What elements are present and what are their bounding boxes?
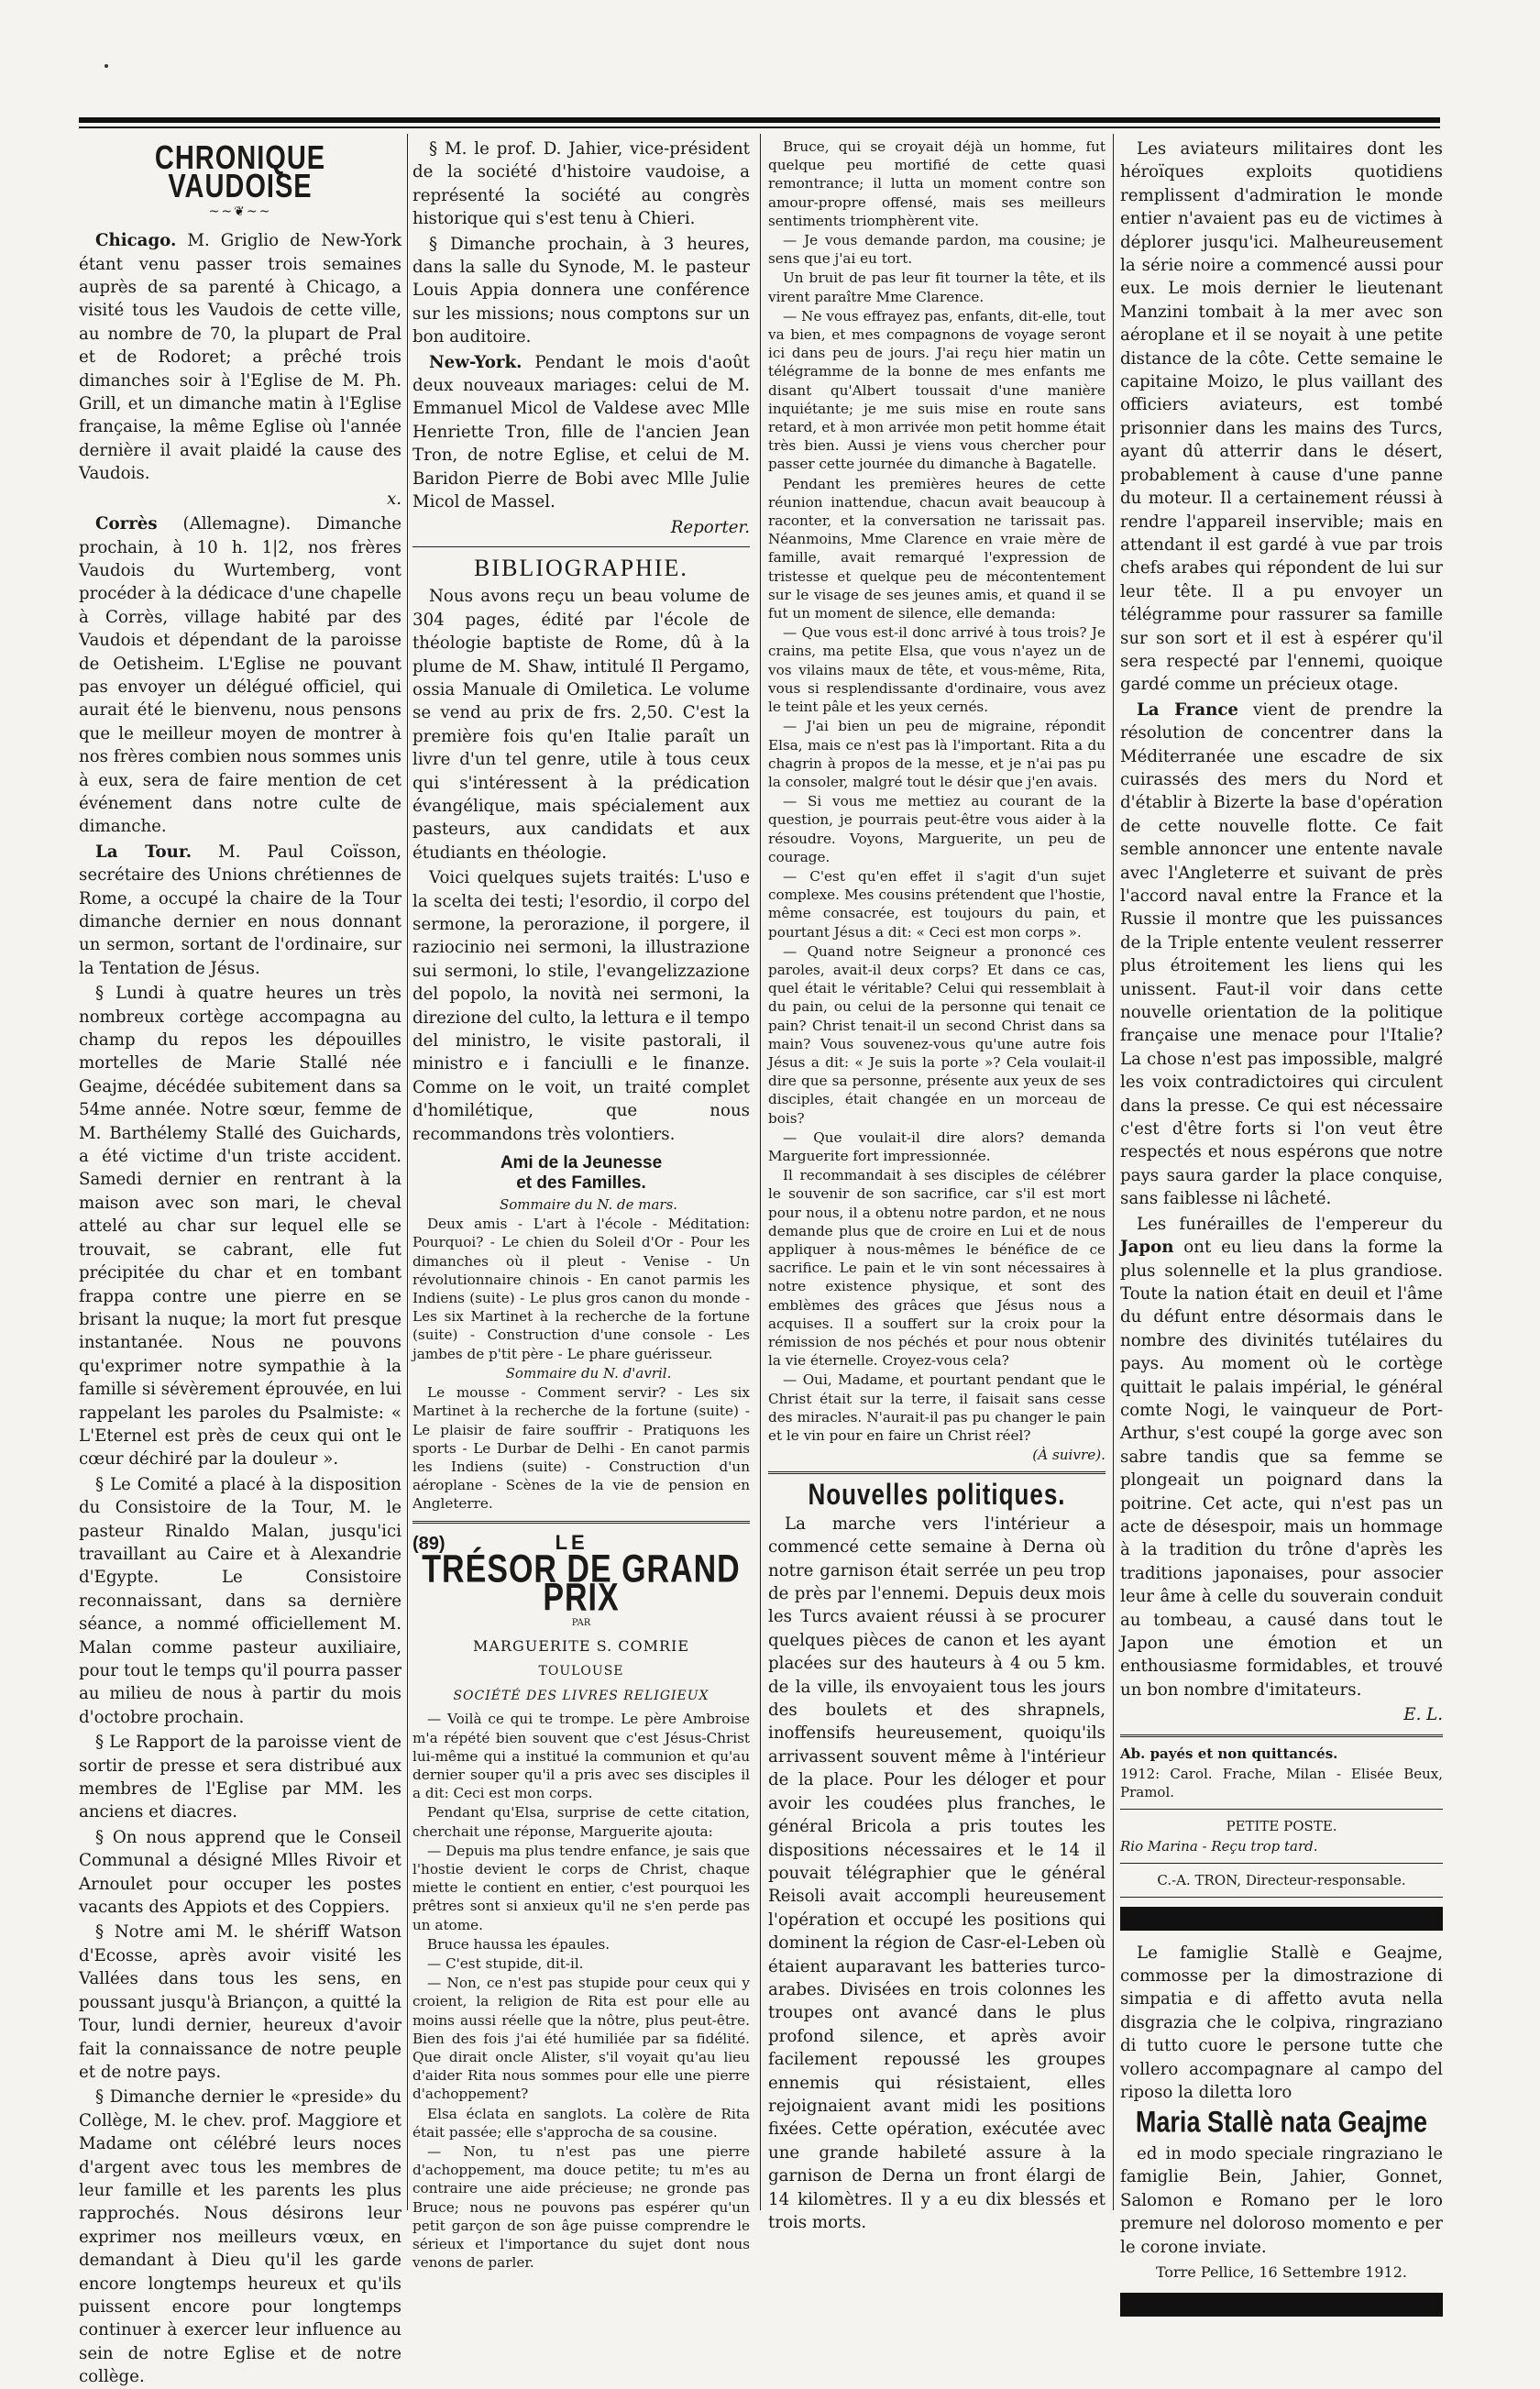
section-divider [412,546,750,547]
chicago-signature: x. [386,489,402,509]
story-para: — Si vous me mettiez au courant de la question, je pourrais peut-être vous aider à la résoudre. Voyons, Marguerite, un peu de courage. [768,793,1106,865]
column-1 [79,138,402,2387]
title-flourish: ~~❦~~ [208,204,272,219]
story-para: Elsa éclata en sanglots. La colère de Rita était passée; elle s'approcha de sa cousine. [412,2105,750,2141]
mourning-bar-bottom [1120,2293,1443,2317]
appia-text: Dimanche prochain, à 3 heures, dans la salle du Synode, M. le pasteur Louis Appia donnera une conférence sur les missions; nous comptons sur un bon auditoire. [412,234,750,347]
story-para: Il recommandait à ses disciples de célébrer le souvenir de son sacrifice, car s'il est mort pour nous, il a obtenu notre pardon, et ne nous demande plus que de croire en Lui et de nous appliquer à nous-mêmes le bénéfice de ce sacrifice. Le pain et le vin sont nécessaires à notre existence physique, et sont des emblèmes des grâces que Jésus nous a acquises. Il a souffert sur la croix pour la rémission de nos péchés et pour nous obtenir la vie éternelle. Croyez-vous cela? [768,1167,1106,1370]
section-divider [1120,1863,1443,1864]
story-para: — Je vous demande pardon, ma cousine; je sens que j'ai eu tort. [768,232,1106,268]
comite-paragraph: § Le Comité a placé à la disposition du Consistoire de la Tour, M. le pasteur Rinaldo Malan, jusqu'ici travaillant au Caire et à Alexandrie d'Egypte. Le Consistoire reconnaissant, dans sa dernière séance, a nommé officiellement M. Malan comme pasteur auxiliaire, pour tout le temps qu'il pourra passer au milieu de nous à partir du mois d'octobre prochain. [79,1474,402,1727]
preside-paragraph: § Dimanche dernier le «preside» du Collège, M. le chev. prof. Maggiore et Madame ont célébré leurs noces d'argent avec tous les membres de leur famille et les parents les plus rapprochés. Nous désirons leur exprimer nos meilleurs vœux, en demandant à Dieu qu'il les garde encore longtemps heureux et qu'ils puissent encore pour longtemps continuer à exercer leur influence au sein de notre Eglise et de notre collège. [79,2087,402,2387]
top-rule-thin [79,127,1440,128]
jahier-paragraph: § M. le prof. D. Jahier, vice-président de la société d'histoire vaudoise, a représenté la société au congrès historique qui s'est tenu à Chieri. [412,139,750,229]
japon-text: ont eu lieu dans la forme la plus solennelle et la plus grandiose. Toute la nation était en deuil et l'âme du défunt entre désormais dans le nombre des divinités tutélaires du pays. Au moment où le cortège quittait le palais impérial, le général comte Nogi, le vainqueur de Port-Arthur, s'est coupé la gorge avec son sabre tandis que sa femme se plongeait un poignard dans la poitrine. Cet acte, qui n'est pas un acte de désespoir, mais un hommage à la tradition du trône d'après les traditions japonaises, pour associer leur âme à celle du souverain conduit au tombeau, a causé dans tout le Japon une émotion et un enthousiasme formidables, et trouvé un bon nombre d'imitateurs. [1120,1238,1443,1700]
jahier-text: M. le prof. D. Jahier, vice-président de la société d'histoire vaudoise, a représenté la société au congrès historique qui s'est tenu à Chieri. [412,139,750,229]
nouvelles-title: Nouvelles politiques. [808,1477,1066,1512]
lundi-paragraph: § Lundi à quatre heures un très nombreux cortège accompagna au champ du repos les dépouilles mortelles de Marie Stallé née Geajme, décédée subitement dans sa 54me année. Notre sœur, femme de M. Barthélemy Stallé des Guichards, a été victime d'un triste accident. Samedi dernier en rentrant à la maison avec son mari, le cheval attelé au char sur lequel elle se trouvait, se cabrant, elle fut précipitée du char et en tombant frappa contre une pierre en se brisant la nuque; la mort fut presque instantanée. Nous ne pouvons qu'exprimer notre sympathie à la famille si sévèrement éprouvée, en lui rappelant les paroles du Psalmiste: « L'Eternel est près de ceux qui ont le cœur déchiré par la douleur ». [79,984,402,1470]
story-para: — Que vous est-il donc arrivé à tous trois? Je crains, ma petite Elsa, que vous n'ayez un de vos vilains maux de tête, et vous-même, Rita, vous si resplendissante d'ordinaire, vous avez le teint pâle et les yeux cernés. [768,624,1106,716]
ami-sub-avril: Sommaire du N. d'avril. [505,1364,672,1382]
story-para: — Voilà ce qui te trompe. Le père Ambroise m'a répété bien souvent que c'est Jésus-Christ lui-même qui a institué la communion et qu'au dernier souper qu'il a pris avec ses disciples il a dit: Ceci est mon corps. [412,1711,750,1802]
column-2 [412,138,750,2272]
story-para: Bruce haussa les épaules. [427,1935,610,1953]
story-para: — Oui, Madame, et pourtant pendant que le Christ était sur la terre, il faisait sans cesse des miracles. N'aurait-il pas pu changer le pain et le vin pour en faire un Christ réel? [768,1371,1106,1445]
petite-poste-text: Rio Marina - Reçu trop tard. [1120,1837,1318,1855]
nouvelles-signature: E. L. [1403,1705,1443,1725]
ami-avril: Le mousse - Comment servir? - Les six Martinet à la recherche de la fortune (suite) - Le plaisir de faire souffrir - Pratiquons les sports - Le Durbar de Delhi - En canot parmis les Indiens (suite) - Construction d'un aéroplane - Scènes de la vie de pension en Angleterre. [412,1384,750,1513]
column-rule [760,134,761,2210]
tour-text: M. Paul Coïsson, secrétaire des Unions chrétiennes de Rome, a occupé la chaire de la Tour dimanche dernier en nous donnant un sermon, sortant de l'ordinaire, sur la Tentation de Jésus. [79,842,402,978]
story-para: Pendant qu'Elsa, surprise de cette citation, cherchait une réponse, Marguerite ajouta: [412,1804,750,1840]
story-para: Bruce, qui se croyait déjà un homme, fut quelque peu mortifié de cette quasi remontrance; il lutta un moment contre son amour-propre offensé, mais ses meilleurs sentiments triomphèrent vite. [768,138,1106,229]
ami-sub-mars: Sommaire du N. de mars. [499,1196,678,1214]
feuilleton-par: PAR [571,1617,591,1628]
feuilleton-place: TOULOUSE [538,1663,624,1679]
feuilleton-text-1 [412,1710,750,2272]
ami-mars: Deux amis - L'art à l'école - Méditation: Pourquoi? - Le chien du Soleil d'Or - Pour les dimanches où il pleut - Venise - Un révolutionnaire chinois - En canot parmis les Indiens (suite) - Le plus gros canon du monde - Les six Martinet à la recherche de la fortune (suite) - Construction d'une console - Les jambes de p'tit père - Le phare guérisseur. [412,1216,750,1362]
abonnes-title: Ab. payés et non quittancés. [1120,1745,1338,1762]
tour-paragraph [79,841,402,980]
japon-paragraph [1120,1213,1443,1702]
ami-title-line-2: et des Familles. [516,1173,646,1194]
avis-paragraph-1: Le famiglie Stallè e Geajme, commosse per la dimostrazione di simpatia e di affetto avuta nella disgrazia che le colpiva, ringraziano di tutto cuore le persone tutte che vollero accompagnare al campo del riposo la diletta loro [1120,1943,1443,2103]
story-para: — J'ai bien un peu de migraine, répondit Elsa, mais ce n'est pas là l'important. Rita a du chagrin à propos de la messe, et je n'ai pas pu la consoler, malgré tout le désir que j'en avais. [768,718,1106,790]
appia-paragraph: § Dimanche prochain, à 3 heures, dans la salle du Synode, M. le pasteur Louis Appia donnera une conférence sur les missions; nous comptons sur un bon auditoire. [412,234,750,347]
petite-poste-title: PETITE POSTE. [1226,1817,1337,1834]
japon-lead: Japon [1120,1238,1174,1258]
director-line: C.-A. TRON, Directeur-responsable. [1157,1871,1406,1888]
rapport-text: Le Rapport de la paroisse vient de sortir de presse et sera distribué aux membres de l'Eglise par MM. les anciens et diacres. [79,1733,402,1822]
story-para: Pendant les premières heures de cette réunion inattendue, chacun avait beaucoup à raconter, et la conversation ne tarissait pas. Néanmoins, Mme Clarence en vraie mère de famille, avait remarqué l'expression de tristesse et quelque peu de mécontentement sur le visage de ses jeunes amis, et quand il se fut un moment de silence, elle demanda: [768,475,1106,622]
newyork-signature: Reporter. [670,517,750,537]
ami-title-line-1: Ami de la Jeunesse [500,1153,663,1173]
conseil-text: On nous apprend que le Conseil Communal a désigné Mlles Rivoir et Arnoulet pour occuper les postes vacants des Appiots et des Coppiers. [79,1827,402,1918]
ami-title [412,1153,750,1194]
nouvelles-paragraph-1: La marche vers l'intérieur a commencé cette semaine à Derna où notre garnison était serrée un peu trop de près par l'ennemi. Depuis deux mois les Turcs avaient réussi à se procurer quelques pièces de canon et les ayant placées sur des hauteurs à 4 ou 5 km. de la ville, ils envoyaient tous les jours des boulets et des shrapnels, inoffensifs heureusement, quoiqu'ils arrivassent souvent même à l'intérieur de la place. Pour les déloger et pour avoir les coudées plus franches, le général Bricola a pris toutes les dispositions nécessaires et le 14 il pouvait télégraphier que le général Reisoli avait accompli heureusement l'opération et occupé les positions qui dominent la région de Casr-el-Leben où étaient auparavant les batteries turco-arabes. Divisées en trois colonnes les troupes ont avancé dans le plus profond silence, et après avoir facilement repoussé les groupes ennemis qui résistaient, elles rejoignaient avant midi les positions fixées. Cette opération, exécutée avec une grande habileté assure à la garnison de Derna un front élargi de 14 kilomètres. Il y a eu dix blessés et trois morts. [768,1514,1106,2233]
column-3 [768,138,1106,2233]
biblio-title: BIBLIOGRAPHIE. [474,554,688,581]
section-divider [1120,1897,1443,1898]
chicago-lead: Chicago. [95,231,177,251]
feuilleton-le: LE [555,1530,588,1554]
feuilleton-society: SOCIÉTÉ DES LIVRES RELIGIEUX [453,1688,710,1703]
feuilleton-text-2 [768,138,1106,1464]
newyork-lead: New-York. [429,352,522,372]
column-rule [1113,134,1114,2210]
feuilleton-author: MARGUERITE S. COMRIE [472,1637,690,1656]
story-para: — Non, ce n'est pas stupide pour ceux qui y croient, la religion de Rita est pour elle au moins aussi réelle que la nôtre, plus peut-être. Bien des fois j'ai été humiliée par sa fidélité. Que dirait oncle Alister, s'il voyait qu'au lieu d'aider Rita nous sommes pour elle une pierre d'achoppement? [412,1975,750,2103]
a-suivre: (À suivre). [1032,1447,1106,1464]
conseil-paragraph: § On nous apprend que le Conseil Communal a désigné Mlles Rivoir et Arnoulet pour occuper les postes vacants des Appiots et des Coppiers. [79,1827,402,1918]
ami-sommaires [412,1195,750,1513]
story-para: — C'est qu'en effet il s'agit d'un sujet complexe. Mes cousins prétendent que l'hostie, même consacrée, est toujours du pain, et pourtant Jésus a dit: « Ceci est mon corps ». [768,867,1106,941]
tour-lead: La Tour. [95,842,192,862]
section-divider [1120,1734,1443,1737]
biblio-paragraph-1: Nous avons reçu un beau volume de 304 pages, édité par l'école de théologie baptiste de Rome, dû à la plume de M. Shaw, intitulé Il Pergamo, ossia Manuale di Omiletica. Le volume se vend au prix de frs. 2,50. C'est la première fois qu'en Italie paraît un livre d'un tel genre, utile à tous ceux qui s'intéressent à la prédication évangélique, mais spécialement aux pasteurs, aux candidats et aux étudiants en théologie. [412,587,750,863]
story-para: — Ne vous effrayez pas, enfants, dit-elle, tout va bien, et mes compagnons de voyage seront ici dans peu de jours. J'ai reçu hier matin un télégramme de la bonne de mes enfants me disant qu'Albert toussait d'une manière inquiétante; je me suis mise en route sans retard, et à mon arrivée mon petit homme était très bien. Aussi je viens vous chercher pour passer cette journée du dimanche à Bagatelle. [768,307,1106,473]
newyork-paragraph [412,351,750,514]
story-para: Un bruit de pas leur fit tourner la tête, et ils virent paraître Mme Clarence. [768,270,1106,305]
corres-text: (Allemagne). Dimanche prochain, à 10 h. 1|2, nos frères Vaudois du Wurtemberg, vont procéder à la dédicace d'une chapelle à Corrès, village habité par des Vaudois et dépendant de la paroisse de Oetisheim. L'Eglise ne pouvant pas envoyer un délégué officiel, qui aurait été le bienvenu, nous pensons que le meilleur moyen de montrer à nos frères combien nous sommes unis à eux, sera de faire mention de cet événement dans notre culte de dimanche. [79,514,402,837]
section-divider [768,1471,1106,1474]
column-4 [1120,138,1444,2281]
nouvelles-paragraph-2: Les aviateurs militaires dont les héroïques exploits quotidiens remplissent d'admiration le monde entier n'avaient pas eu de victimes à déplorer jusqu'ici. Malheureusement la série noire a commencé aussi pour eux. Le mois dernier le lieutenant Manzini tombait à la mer avec son aéroplane et il se noyait à une petite distance de la côte. Cette semaine le capitaine Moizo, le plus vaillant des officiers aviateurs, est tombé prisonnier dans les mains des Turcs, ayant dû atterrir dans le désert, probablement à cause d'une panne du moteur. Il a certainement réussi à rendre l'appareil inservible; mais en attendant il est gardé à vue par trois chefs arabes qui répondent de lui sur leur tête. Il a pu envoyer un télégramme pour rassurer sa famille sur son sort et il est à espérer qu'il sera respecté par l'ennemi, quoique gardé comme un précieux otage. [1120,139,1443,695]
story-para: — Non, tu n'est pas une pierre d'achoppement, ma douce petite; tu m'es au contraire une aide précieuse; ne gronde pas Bruce; nous ne pouvons pas espérer qu'un petit garçon de son âge puisse comprendre le sérieux et l'importance du sujet dont nous venons de parler. [412,2143,750,2272]
corres-lead: Corrès [95,514,158,534]
watson-paragraph: § Notre ami M. le shériff Watson d'Ecosse, après avoir visité les Vallées dans tous les sens, en poussant jusqu'à Briançon, a quitté la Tour, lundi dernier, heureux d'avoir fait la connaissance de notre peuple et de notre pays. [79,1922,402,2082]
feuilleton-number: (89) [412,1533,446,1554]
corres-paragraph [79,512,402,839]
france-text: vient de prendre la résolution de concentrer dans la Méditerranée une escadre de six cuirassés des mers du Nord et d'établir à Bizerte la base d'opération de cette nouvelle flotte. Ce fait semble annoncer une entente navale avec l'Angleterre et suivant de près l'accord naval entre la France et la Russie il montre que les puissances de la Triple entente veulent resserrer plus étroitement les liens qui les unissent. Faut-il voir dans cette nouvelle orientation de la politique française une menace pour l'Italie? La chose n'est pas impossible, malgré les voix contradictoires qui circulent dans la presse. Ce qui est nécessaire c'est d'être forts si l'on veut être respectés et nous espérons que notre pays saura garder la place conquise, sans faiblesse ni lâcheté. [1120,699,1444,1209]
avis-place-date: Torre Pellice, 16 Settembre 1912. [1155,2262,1407,2281]
story-para: — Depuis ma plus tendre enfance, je sais que l'hostie devient le corps de Christ, chaque miette le contient en entier, c'est pourquoi les prêtres sont si anxieux qu'il ne s'en perde pas un atome. [412,1842,750,1933]
chronique-title: CHRONIQUE VAUDOISE [154,139,326,206]
preside-text: Dimanche dernier le «preside» du Collège, M. le chev. prof. Maggiore et Madame ont célébré leurs noces d'argent avec tous les membres de leur famille et les parents les plus rapprochés. Nous désirons leur exprimer nos meilleurs vœux, en demandant à Dieu qu'il les garde encore longtemps heureux et qu'ils puissent encore pour longtemps continuer à exercer leur influence au sein de notre Eglise et de notre collège. [79,2087,402,2387]
abonnes-list: 1912: Carol. Frache, Milan - Elisée Beux, Pramol. [1120,1765,1443,1800]
feuilleton-divider [412,1521,750,1524]
france-lead: La France [1137,699,1238,720]
story-para: — Que voulait-il dire alors? demanda Marguerite fort impressionnée. [768,1128,1106,1164]
biblio-paragraph-2: Voici quelques sujets traités: L'uso e la scelta dei testi; l'esordio, il corpo del sermone, la perorazione, il porgere, il raziocinio nei sermoni, la illustrazione sui sermoni, lo stile, l'evangelizzazione del popolo, la novità nei sermoni, la direzione del culto, la lettura e il tempo del ministro, le visite pastorali, il ministro e i fanciulli e le finanze. Comme on le voit, un traité complet d'homilétique, que nous recommandons très volontiers. [412,868,750,1144]
deceased-name: Maria Stallè nata Geajme [1135,2106,1428,2140]
chicago-text: M. Griglio de New-York étant venu passer trois semaines auprès de sa parenté à Chicago, a visité tous les Vaudois de cette ville, au nombre de 70, la plupart de Pral et de Rodoret; a prêché trois dimanches soir à l'Eglise de M. Ph. Grill, et un dimanche matin à l'Eglise française, la même Eglise où l'année dernière il avait plaidé la cause des Vaudois. [79,231,402,484]
france-paragraph [1120,699,1443,1211]
comite-text: Le Comité a placé à la disposition du Consistoire de la Tour, M. le pasteur Rinaldo Malan, jusqu'ici travaillant au Caire et à Alexandrie d'Egypte. Le Consistoire reconnaissant, dans sa dernière séance, a nommé officiellement M. Malan comme pasteur auxiliaire, pour tout le temps qu'il pourra passer au milieu de nous à partir du mois d'octobre prochain. [79,1474,402,1727]
lundi-text: Lundi à quatre heures un très nombreux cortège accompagna au champ du repos les dépouilles mortelles de Marie Stallé née Geajme, décédée subitement dans sa 54me année. Notre sœur, femme de M. Barthélemy Stallé des Guichards, a été victime d'un triste accident. Samedi dernier en rentrant à la maison avec son mari, le cheval attelé au char sur lequel elle se trouvait, se cabrant, elle fut précipitée du char et en tombant frappa contre une pierre en se brisant la nuque; la mort fut presque instantanée. Nous ne pouvons qu'exprimer notre sympathie à la famille si sévèrement éprouvée, en lui rappelant les paroles du Psalmiste: « L'Eternel est près de ceux qui ont le cœur déchiré par la douleur ». [79,984,402,1470]
story-para: — C'est stupide, dit-il. [427,1955,584,1972]
newyork-text: Pendant le mois d'août deux nouveaux mariages: celui de M. Emmanuel Micol de Valdese avec Mlle Henriette Tron, fille de l'ancien Jean Tron, de notre Eglise, et celui de M. Baridon Pierre de Bobi avec Mlle Julie Micol de Massel. [412,352,750,512]
japon-pre: Les funérailles de l'empereur du [1137,1214,1443,1234]
feuilleton-title: TRÉSOR DE GRAND PRIX [422,1547,741,1621]
top-rule [79,117,1440,123]
watson-text: Notre ami M. le shériff Watson d'Ecosse, après avoir visité les Vallées dans tous les sens, en poussant jusqu'à Briançon, a quitté la Tour, lundi dernier, heureux d'avoir fait la connaissance de notre peuple et de notre pays. [79,1922,402,2082]
avis-paragraph-2: ed in modo speciale ringraziano le famiglie Bein, Jahier, Gonnet, Salomon e Romano per le loro premure nel doloroso momento e per le corone inviate. [1120,2143,1443,2257]
chicago-paragraph [79,229,402,485]
story-para: — Quand notre Seigneur a prononcé ces paroles, avait-il deux corps? Et dans ce cas, quel était le véritable? Celui qui ressemblait à du pain, ou celui de la personne qui tenait ce pain? Christ tenait-il un second Christ dans sa main? Vous souvenez-vous qu'une autre fois Jésus a dit: « Je suis la porte »? Cela voulait-il dire que sa personne, présente aux yeux de ses disciples, était changée en un morceau de bois? [768,942,1106,1127]
column-rule [407,134,408,2210]
section-divider [1120,1809,1443,1810]
mourning-bar-top [1120,1907,1443,1931]
rapport-paragraph: § Le Rapport de la paroisse vient de sortir de presse et sera distribué aux membres de l'Eglise par MM. les anciens et diacres. [79,1733,402,1822]
ink-speck [104,64,108,68]
